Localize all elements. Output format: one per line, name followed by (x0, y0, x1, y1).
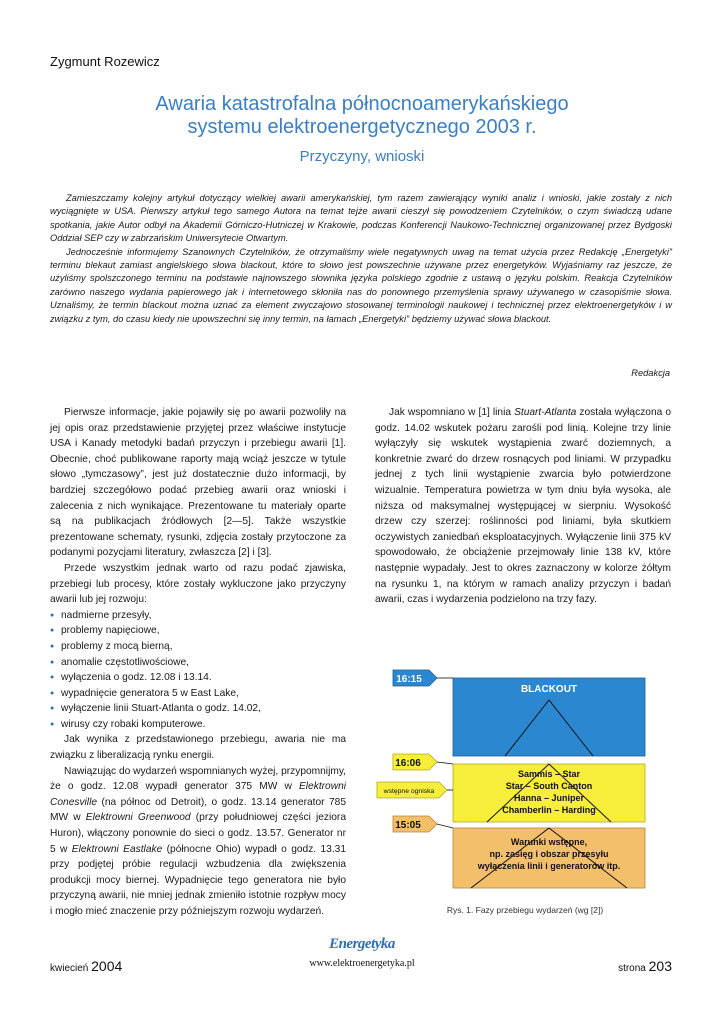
page-label: strona (618, 963, 646, 974)
preconditions-line-2: np. zasięg i obszar przesyłu (489, 849, 609, 859)
excluded-causes-list (50, 608, 346, 733)
right-paragraph-1 (375, 405, 671, 608)
issue-year: 2004 (91, 958, 123, 974)
initial-fires-arrow (377, 782, 447, 798)
left-paragraph-4 (50, 764, 346, 920)
cascade-line-3: Hanna – Juniper (513, 793, 585, 803)
blackout-label: BLACKOUT (520, 684, 578, 695)
list-item: ● problemy z mocą bierną, (50, 639, 346, 655)
right-column (375, 405, 671, 608)
list-item: ● problemy napięciowe, (50, 623, 346, 639)
time-arrow-1606 (393, 754, 437, 770)
page-number (618, 958, 672, 974)
editorial-lead (50, 192, 672, 326)
text-run: (północne Ohio) wypadł o godz. 13.31 przy podjętej próbie regulacji wzbudzenia dla zwiększenia produkcji mocy biernej. Wypadnięcie tego generatora nie było przyczyną awarii, nie mniej jednak zmieniło istotnie rozpływ mocy i mogło mieć znaczenie przy późniejszym rozwoju wydarzeń. (50, 843, 346, 917)
cascade-line-2: Star – South Canton (505, 781, 593, 791)
editorial-signature: Redakcja (631, 368, 670, 378)
time-line-1505 (437, 824, 453, 828)
time-label-1615: 16:15 (396, 674, 422, 685)
text-run-italic: Elektrowni Conesville (50, 781, 346, 808)
time-label-1606: 16:06 (395, 758, 421, 769)
lead-paragraph-1: Zamieszczamy kolejny artykuł dotyczący wielkiej awarii amerykańskiej, tym razem zawierający wyniki analiz i wnioski, jakie zostały z nich wyciągnięte w USA. Pierwszy artykuł tego samego Autora na temat tejże awarii cieszył się powodzeniem Czytelników, o czym świadczą udane spotkania, jakie Autor odbył na Akademii Górniczo-Hutniczej w Krakowie, podczas Konferencji Naukowo-Technicznej organizowanej przez Bydgoski Oddział SEP czy w zabrzańskim Uniwersytecie Otwartym. (50, 193, 672, 244)
list-item: ● wypadnięcie generatora 5 w East Lake, (50, 686, 346, 702)
cascade-line-4: Chamberlin – Harding (502, 805, 596, 815)
text-run-italic: Elektrowni Greenwood (85, 812, 191, 824)
issue-month: kwiecień (50, 963, 89, 974)
author-name: Zygmunt Rozewicz (50, 54, 160, 69)
time-arrow-1615 (393, 670, 437, 686)
phase-diagram (375, 664, 675, 900)
text-run: Nawiązując do wydarzeń wspomnianych wyżej, przypomnijmy, że o godz. 12.08 wypadł generator 375 MW w (50, 765, 346, 793)
article-subtitle: Przyczyny, wnioski (299, 148, 425, 165)
list-item: ● wyłączenie linii Stuart-Atlanta o godz. 14.02, (50, 701, 346, 717)
time-line-1606 (437, 762, 453, 764)
list-item: ● wyłączenia o godz. 12.08 i 13.14. (50, 670, 346, 686)
left-paragraph-1: Pierwsze informacje, jakie pojawiły się po awarii pozwoliły na jej opis oraz przedstawienie przyjętej przez właściwe instytucje USA i Kanady metodyki badań przyczyn i przebiegu awarii [1]. Obecnie, choć publikowane raporty mają wciąż jeszcze w tytule słowo „tymczasowy”, jest już dostatecznie dużo informacji, by bardziej szczegółowo podać przebieg awarii oraz wnioski i zalecenia z nich wynikające. Prezentowane tu materiały oparte są na publikacjach źródłowych [2—5]. Także wszystkie prezentowane schematy, rysunki, zdjęcia zostały przytoczone za podanymi pozycjami literatury, zwłaszcza [2] i [3]. (50, 407, 346, 559)
left-paragraph-2: Przede wszystkim jednak warto od razu podać zjawiska, przebiegi lub procesy, które zostały wykluczone jako przyczyny awarii lub jej rozwoju: (50, 562, 346, 606)
text-run-italic: Elektrowni Eastlake (71, 843, 163, 855)
journal-url: www.elektroenergetyka.pl (309, 958, 415, 969)
preconditions-line-3: wyłączenia linii i generatorów itp. (477, 861, 621, 871)
initial-fires-label: wstępne ogniska (383, 788, 435, 795)
list-item: ● nadmierne przesyły, (50, 608, 346, 624)
cascade-line-1: Sammis – Star (517, 769, 581, 779)
title-line-2: systemu elektroenergetycznego 2003 r. (187, 116, 537, 138)
title-line-1: Awaria katastrofalna północnoamerykańskiego (155, 93, 569, 115)
list-item: ● anomalie częstotliwościowe, (50, 655, 346, 671)
figure-caption: Rys. 1. Fazy przebiegu wydarzeń (wg [2]) (446, 905, 604, 915)
list-item: ● wirusy czy robaki komputerowe. (50, 717, 346, 733)
text-run-italic: Stuart-Atlanta (514, 407, 577, 418)
time-label-1505: 15:05 (395, 820, 421, 831)
preconditions-line-1: Warunki wstępne, (510, 837, 588, 847)
lead-paragraph-2: Jednocześnie informujemy Szanownych Czytelników, że otrzymaliśmy wiele negatywnych uwag na temat użycia przez Redakcję „Energetyki” terminu blekaut zamiast angielskiego słowa blackout, które to słowo jest powszechnie używane przez energetyków. Wyjaśniamy raz jeszcze, że użyliśmy spolszczonego terminu na podstawie najnowszego słownika języka polskiego zgodnie z ustawą o języku polskim. Reakcja Czytelników zarówno naszego wydania papierowego jak i internetowego skłoniła nas do ponownego przemyślenia sprawy używanego w czasopiśmie słowa. Uznaliśmy, że termin blackout można uznać za element zwyczajowo stosowanej terminologii naukowej i technicznej przez elektroenergetyków i w związku z tym, do czasu kiedy nie upowszechni się inny termin, na łamach „Energetyki” będziemy używać słowa blackout. (50, 246, 672, 324)
left-column (50, 405, 346, 920)
text-run: (na północ od Detroit), o godz. 13.14 generator 785 MW w (50, 796, 346, 824)
journal-logo: Energetyka (329, 936, 395, 952)
text-run: została wyłączona o godz. 14.02 wskutek pożaru zarośli pod linią. Kolejne trzy linie wyłączyły się wskutek wystąpienia zwarć doziemnych, a konkretnie zwarć do drzew rosnących pod liniami. W przypadku jednej z tych linii wystąpienie zwarcia było potwierdzone wizualnie. Temperatura powietrza w tym dniu była wysoka, ale niższa od maksymalnej występującej w sierpniu. Wysokość drzew czy szerzej: roślinności pod liniami, była skutkiem oczywistych zaniedbań eksploatacyjnych. Wyłączenie linii 375 kV spowodowało, że obciążenie przejmowały linie 138 kV, które następnie wypadały. Jest to okres zaznaczony w kolorze żółtym na rysunku 1, na którym w ramach analizy przyczyn i badań awarii, czas i wydarzenia podzielono na trzy fazy. (375, 407, 671, 606)
article-title (40, 93, 684, 139)
page-num: 203 (648, 958, 672, 974)
left-paragraph-3: Jak wynika z przedstawionego przebiegu, awaria nie ma związku z liberalizacją rynku energii. (50, 734, 346, 762)
text-run: Jak wspomniano w [1] linia (389, 407, 515, 418)
text-run: (przy południowej części jeziora Huron), włączony ponownie do sieci o godz. 13.57. Generator nr 5 w (50, 812, 346, 855)
time-arrow-1505 (393, 816, 437, 832)
